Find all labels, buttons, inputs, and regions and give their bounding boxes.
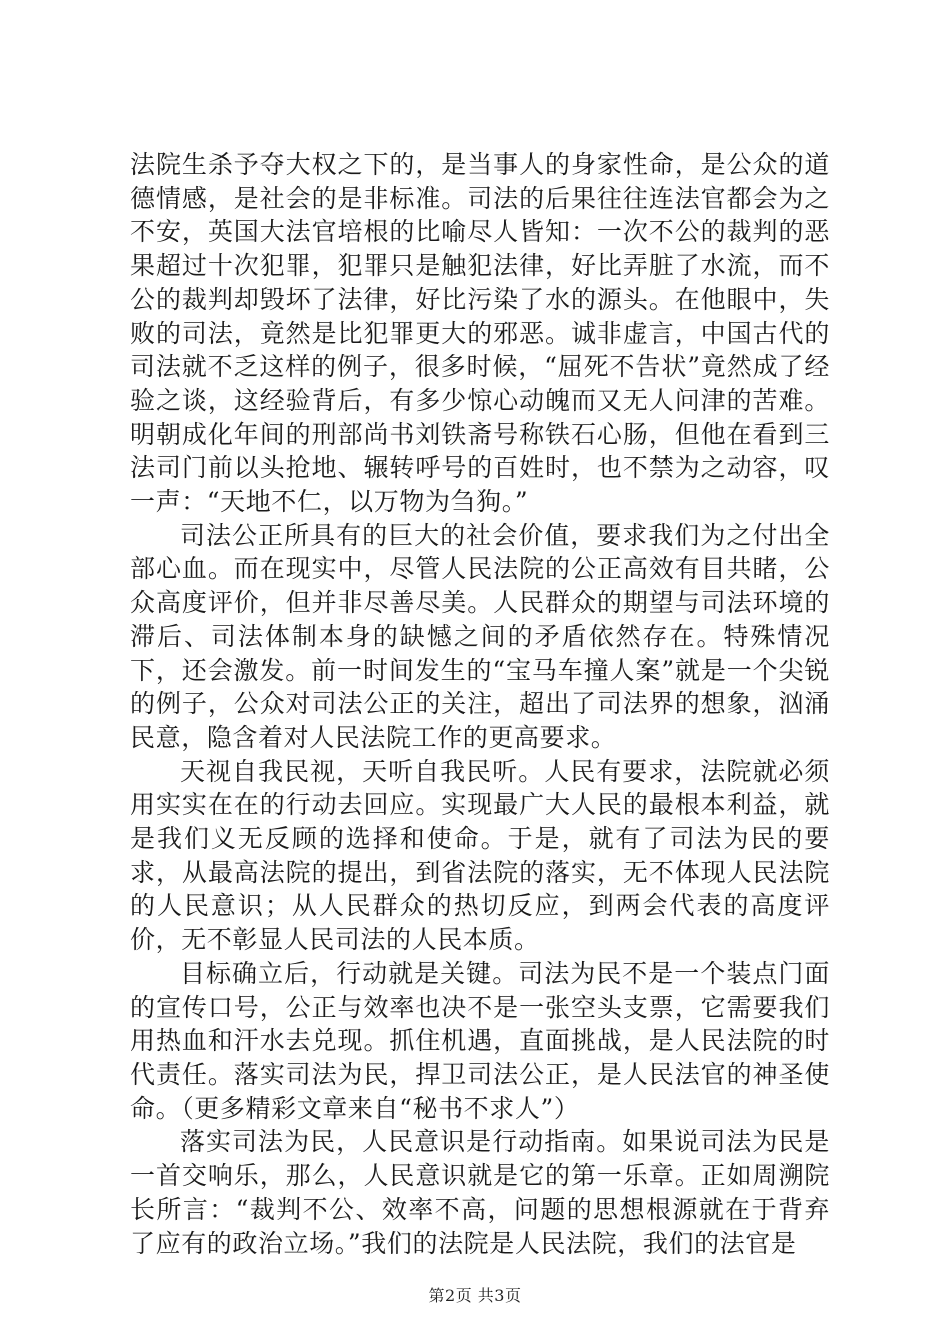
paragraph-4: 目标确立后，行动就是关键。司法为民不是一个装点门面的宣传口号，公正与效率也决不是一张空头支票，它需要我们用热血和汗水去兑现。抓住机遇，直面挑战，是人民法院的时代责任。落实司法为民，捍卫司法公正，是人民法官的神圣使命。（更多精彩文章来自“秘书不求人”） [130,958,830,1123]
page-number-footer: 第2页 共3页 [428,1286,522,1305]
paragraph-5: 落实司法为民，人民意识是行动指南。如果说司法为民是一首交响乐，那么，人民意识就是它的第一乐章。正如周溯院长所言：“裁判不公、效率不高，问题的思想根源就在于背弃了应有的政治立场。”我们的法院是人民法院，我们的法官是 [130,1127,830,1258]
paragraph-1: 法院生杀予夺大权之下的，是当事人的身家性命，是公众的道德情感，是社会的是非标准。司法的后果往往连法官都会为之不安，英国大法官培根的比喻尽人皆知：一次不公的裁判的恶果超过十次犯罪，犯罪只是触犯法律，好比弄脏了水流，而不公的裁判却毁坏了法律，好比污染了水的源头。在他眼中，失败的司法，竟然是比犯罪更大的邪恶。诚非虚言，中国古代的司法就不乏这样的例子，很多时候，“屈死不告状”竟然成了经验之谈，这经验背后，有多少惊心动魄而又无人问津的苦难。明朝成化年间的刑部尚书刘铁斋号称铁石心肠，但他在看到三法司门前以头抢地、辗转呼号的百姓时，也不禁为之动容，叹一声：“天地不仁，以万物为刍狗。” [130,150,830,517]
paragraph-3: 天视自我民视，天听自我民听。人民有要求，法院就必须用实实在在的行动去回应。实现最广大人民的最根本利益，就是我们义无反顾的选择和使命。于是，就有了司法为民的要求，从最高法院的提出，到省法院的落实，无不体现人民法院的人民意识；从人民群众的热切反应，到两会代表的高度评价，无不彰显人民司法的人民本质。 [130,756,830,955]
document-body [130,148,830,1260]
paragraph-2: 司法公正所具有的巨大的社会价值，要求我们为之付出全部心血。而在现实中，尽管人民法院的公正高效有目共睹，公众高度评价，但并非尽善尽美。人民群众的期望与司法环境的滞后、司法体制本身的缺憾之间的矛盾依然存在。特殊情况下，还会激发。前一时间发生的“宝马车撞人案”就是一个尖锐的例子，公众对司法公正的关注，超出了司法界的想象，汹涌民意，隐含着对人民法院工作的更高要求。 [130,520,830,752]
